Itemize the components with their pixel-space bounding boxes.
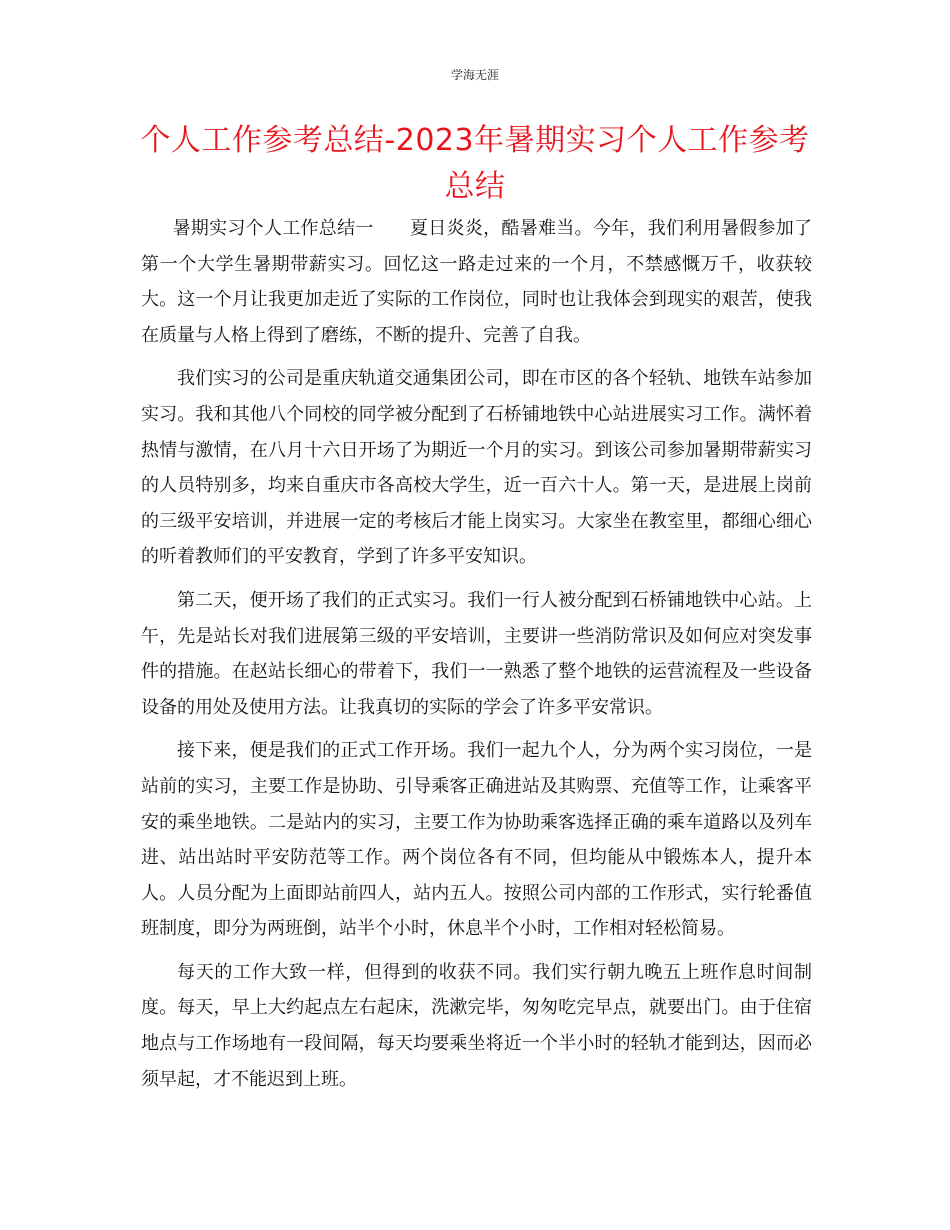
document-body (141, 211, 812, 1105)
paragraph-1-lead: 暑期实习个人工作总结一 (172, 218, 374, 239)
paragraph-2: 我们实习的公司是重庆轨道交通集团公司，即在市区的各个轻轨、地铁车站参加实习。我和其他八个同校的同学被分配到了石桥铺地铁中心站进展实习工作。满怀着热情与激情，在八月十六日开场了为期近一个月的实习。到该公司参加暑期带薪实习的人员特别多，均来自重庆市各高校大学生，近一百六十人。第一天，是进展上岗前的三级平安培训，并进展一定的考核后才能上岗实习。大家坐在教室里，都细心细心的听着教师们的平安教育，学到了许多平安知识。 (141, 368, 812, 568)
paragraph-1-text: 夏日炎炎，酷暑难当。今年，我们利用暑假参加了第一个大学生暑期带薪实习。回忆这一路走过来的一个月，不禁感慨万千，收获较大。这一个月让我更加走近了实际的工作岗位，同时也让我体会到现实的艰苦，使我在质量与人格上得到了磨练，不断的提升、完善了自我。 (141, 218, 813, 346)
page-header: 学海无涯 (450, 68, 499, 82)
paragraph-3: 第二天，便开场了我们的正式实习。我们一行人被分配到石桥铺地铁中心站。上午，先是站长对我们进展第三级的平安培训，主要讲一些消防常识及如何应对突发事件的措施。在赵站长细心的带着下，我们一一熟悉了整个地铁的运营流程及一些设备设备的用处及使用方法。让我真切的实际的学会了许多平安常识。 (141, 589, 812, 718)
paragraph-1 (141, 211, 812, 353)
paragraph-4: 接下来，便是我们的正式工作开场。我们一起九个人，分为两个实习岗位，一是站前的实习，主要工作是协助、引导乘客正确进站及其购票、充值等工作，让乘客平安的乘坐地铁。二是站内的实习，主要工作为协助乘客选择正确的乘车道路以及列车进、站出站时平安防范等工作。两个岗位各有不同，但均能从中锻炼本人，提升本人。人员分配为上面即站前四人，站内五人。按照公司内部的工作形式，实行轮番值班制度，即分为两班倒，站半个小时，休息半个小时，工作相对轻松简易。 (141, 740, 812, 940)
document-title: 个人工作参考总结-2023年暑期实习个人工作参考总结 (140, 123, 810, 204)
paragraph-5: 每天的工作大致一样，但得到的收获不同。我们实行朝九晚五上班作息时间制度。每天，早上大约起点左右起床，洗漱完毕，匆匆吃完早点，就要出门。由于住宿地点与工作场地有一段间隔，每天均要乘坐将近一个半小时的轻轨才能到达，因而必须早起，才不能迟到上班。 (141, 961, 812, 1090)
